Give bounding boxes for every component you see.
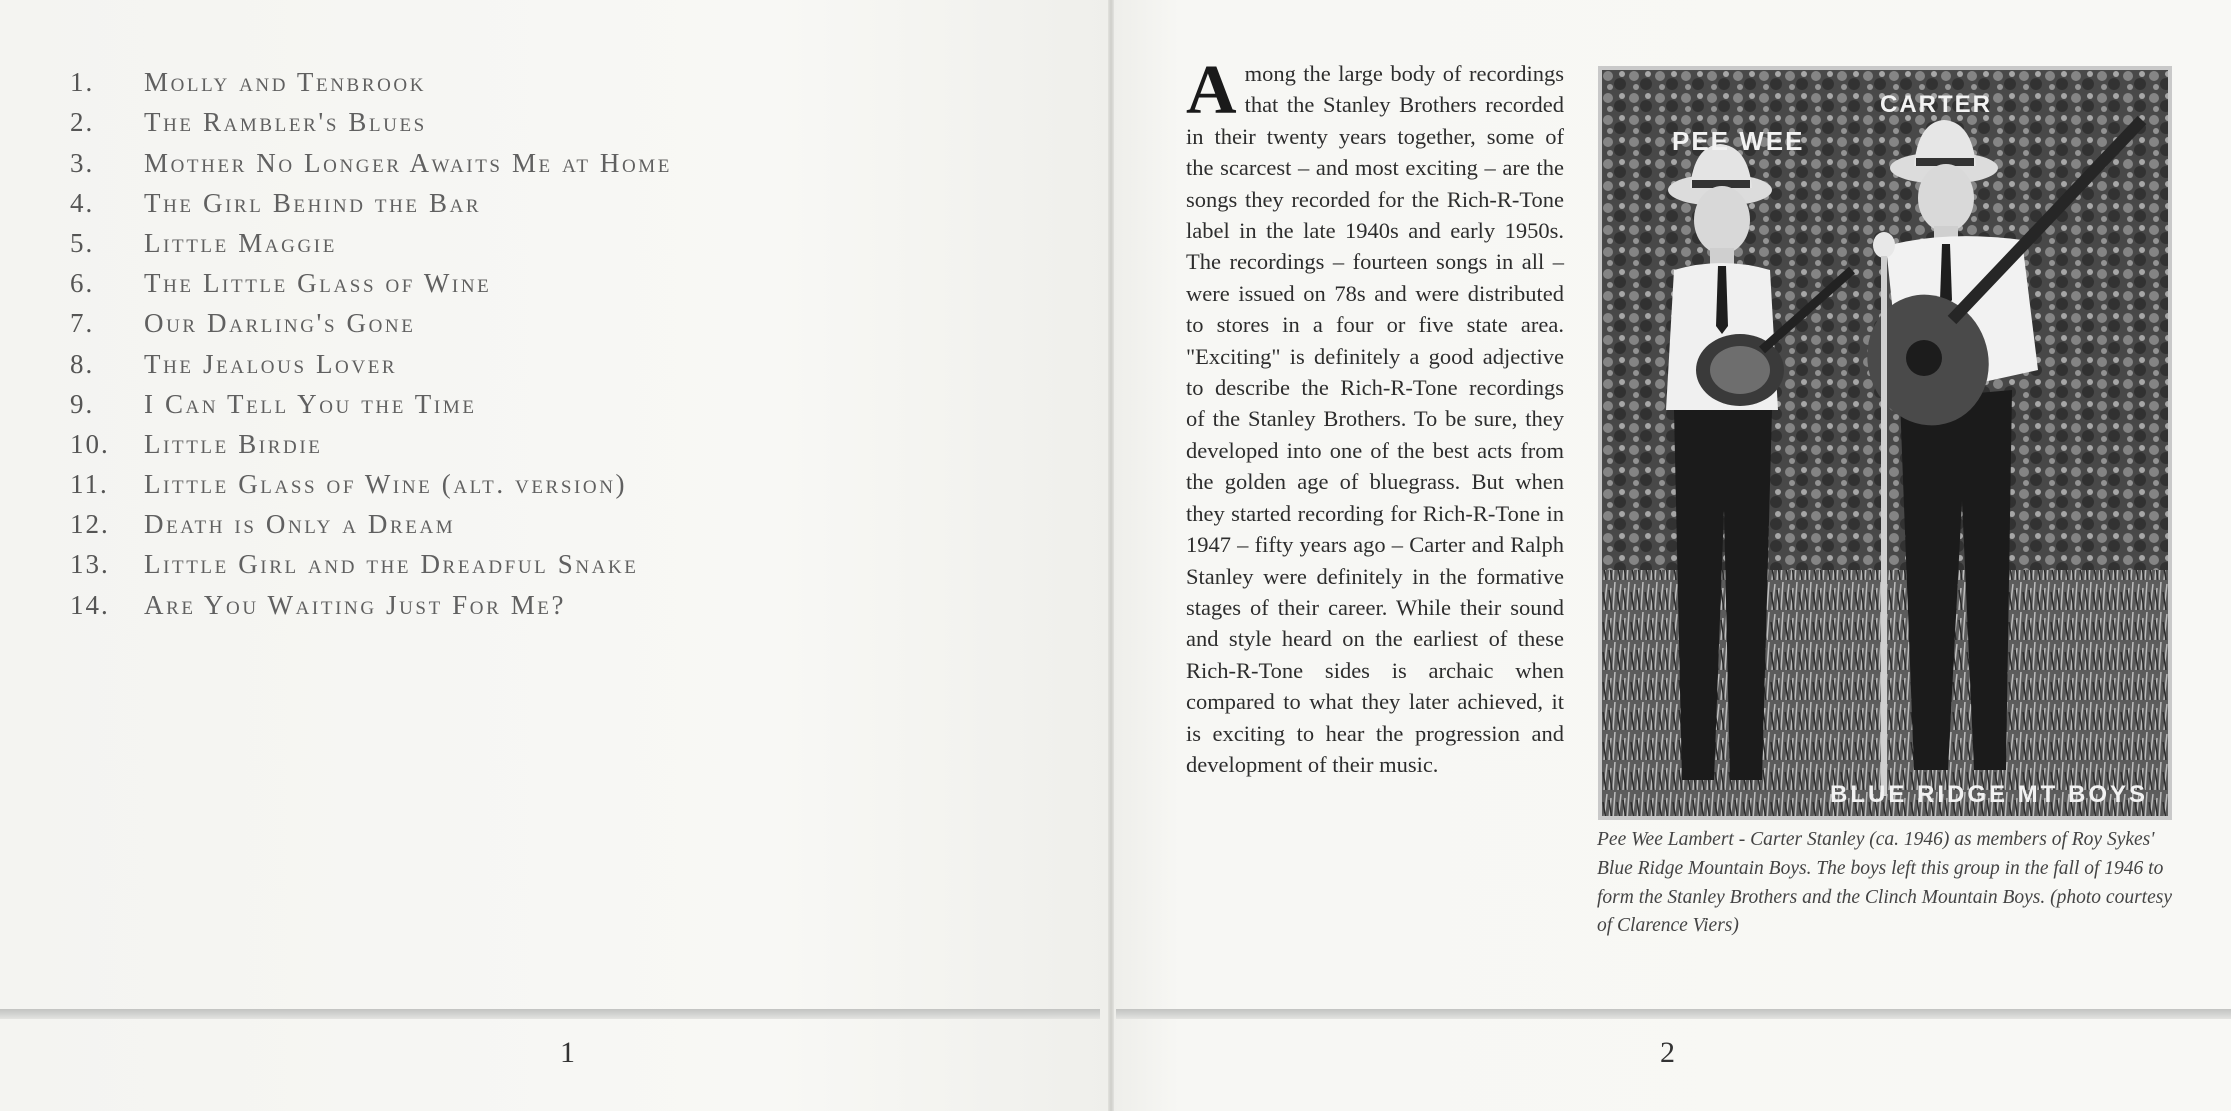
track-item	[70, 580, 672, 620]
track-title: Little Girl and the Dreadful Snake	[144, 549, 639, 580]
track-title: Little Glass of Wine (alt. version)	[144, 469, 628, 500]
track-item	[70, 259, 672, 299]
track-item	[70, 58, 672, 98]
track-number: 12.	[70, 509, 110, 540]
track-title: Little Maggie	[144, 227, 337, 258]
photo-caption: Pee Wee Lambert - Carter Stanley (ca. 1946) as members of Roy Sykes' Blue Ridge Mountain Boys. The boys left this group in the fall of 1946 to form the Stanley Brothers and the Clinch Mountain Boys. (photo courtesy of Clarence Viers)	[1597, 829, 2172, 937]
track-title: Molly and Tenbrook	[144, 67, 427, 98]
track-number: 11.	[70, 469, 109, 500]
band-photo-image	[1602, 70, 2168, 816]
track-title: The Little Glass of Wine	[144, 268, 492, 299]
track-title: Little Birdie	[144, 428, 323, 459]
photo-label-carter: CARTER	[1880, 91, 1992, 118]
track-title: Mother No Longer Awaits Me at Home	[144, 147, 673, 178]
page-number-left: 1	[560, 1036, 575, 1069]
bottom-rule-left	[0, 1009, 1100, 1019]
track-number: 5.	[70, 227, 95, 258]
track-number: 3.	[70, 147, 95, 178]
drop-cap: A	[1186, 52, 1237, 129]
track-item	[70, 98, 672, 138]
track-item	[70, 179, 672, 219]
track-number: 2.	[70, 107, 95, 138]
track-item	[70, 138, 672, 178]
track-item	[70, 380, 672, 420]
track-title: The Jealous Lover	[144, 348, 398, 379]
track-title: The Girl Behind the Bar	[144, 187, 482, 218]
track-number: 14.	[70, 589, 110, 620]
book-gutter	[1108, 0, 1114, 1111]
track-title: The Rambler's Blues	[144, 107, 427, 138]
track-list	[70, 58, 672, 621]
liner-notes-text	[1186, 52, 1564, 780]
track-item	[70, 460, 672, 500]
track-number: 13.	[70, 549, 110, 580]
track-item	[70, 420, 672, 460]
track-title: Our Darling's Gone	[144, 308, 416, 339]
track-number: 8.	[70, 348, 95, 379]
track-title: Death is Only a Dream	[144, 509, 456, 540]
bottom-rule-right	[1116, 1009, 2231, 1019]
track-number: 1.	[70, 67, 95, 98]
track-item	[70, 540, 672, 580]
track-number: 9.	[70, 388, 95, 419]
liner-notes-body: mong the large body of recordings that the Stanley Brothers recorded in their twenty years together, some of the scarcest – and most exciting – are the songs they recorded for the Rich-R-Tone label in the late 1940s and early 1950s. The recordings – fourteen songs in all – were issued on 78s and were distributed to stores in a four or five state area. "Exciting" is definitely a good adjective to describe the Rich-R-Tone recordings of the Stanley Brothers. To be sure, they developed into one of the best acts from the golden age of bluegrass. But when they started recording for Rich-R-Tone in 1947 – fifty years ago – Carter and Ralph Stanley were definitely in the formative stages of their career. While their sound and style heard on the earliest of these Rich-R-Tone sides is archaic when compared to what they later achieved, it is exciting to hear the progression and development of their music.	[1186, 61, 1564, 777]
page-number-right: 2	[1660, 1036, 1675, 1069]
track-item	[70, 219, 672, 259]
band-photo	[1598, 66, 2172, 820]
track-number: 6.	[70, 268, 95, 299]
track-number: 10.	[70, 428, 110, 459]
track-item	[70, 500, 672, 540]
track-number: 4.	[70, 187, 95, 218]
track-title: I Can Tell You the Time	[144, 388, 477, 419]
track-title: Are You Waiting Just For Me?	[144, 589, 567, 620]
track-item	[70, 299, 672, 339]
photo-label-blue-ridge: BLUE RIDGE MT BOYS	[1830, 781, 2149, 808]
photo-label-pee-wee: PEE WEE	[1672, 126, 1805, 156]
track-number: 7.	[70, 308, 95, 339]
track-item	[70, 339, 672, 379]
